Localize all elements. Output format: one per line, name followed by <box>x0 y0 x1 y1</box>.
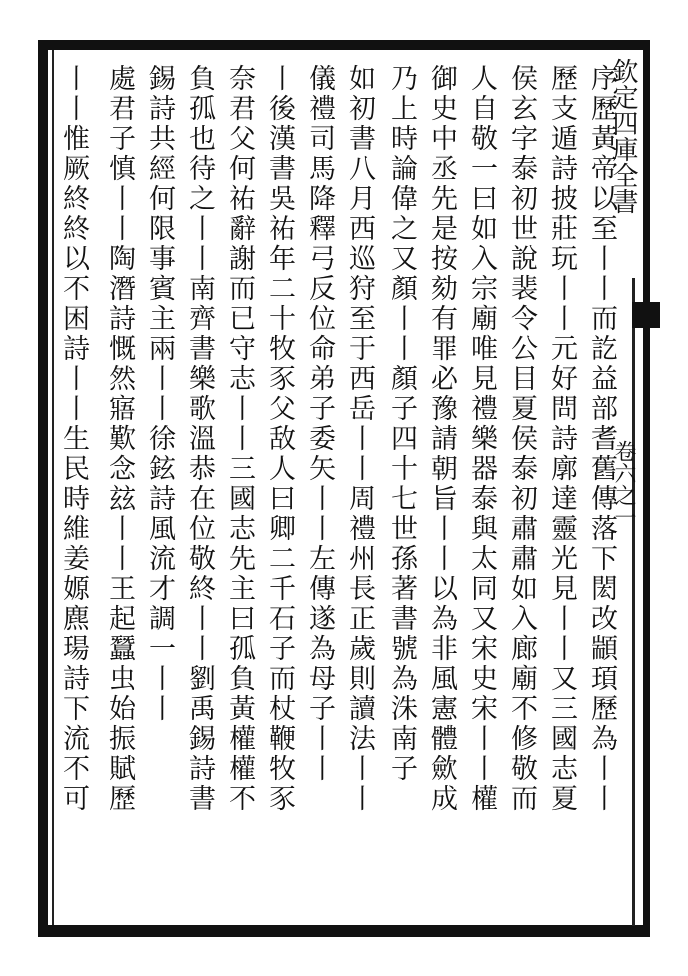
text-column-13: 處君子慎丨丨陶潛詩慨然寤歎念玆丨丨王起蠶虫始振賦歷 <box>104 64 135 814</box>
frame-right-border <box>643 40 650 937</box>
frame-top-border <box>38 40 650 50</box>
text-column-12: 錫詩共經何限事賓主兩丨丨徐鉉詩風流才調一丨丨 <box>144 64 175 724</box>
text-column-8: 儀禮司馬降釋弓反位命弟子委矢丨丨左傳遂為母子丨丨 <box>304 64 335 784</box>
volume-label: 卷六之一 <box>611 440 636 528</box>
frame-bottom-border <box>38 925 650 937</box>
frame-left-border <box>38 40 48 937</box>
frame-inner-border <box>52 50 54 925</box>
text-column-5: 御史中丞先是按劾有罪必豫請朝旨丨丨以為非風憲體歛成 <box>426 64 457 814</box>
text-column-7: 如初書八月西巡狩至于西岳丨丨周禮州長正歲則讀法丨丨 <box>344 64 375 814</box>
text-column-10: 奈君父何祐辭謝而已守志丨丨三國志先主曰孤負黃權權不 <box>224 64 255 814</box>
text-column-3: 侯玄字泰初世說裴令公目夏侯泰初肅肅如入廊廟不修敬而 <box>506 64 537 814</box>
book-title: 欽定四庫全書 <box>608 58 638 214</box>
fold-line <box>632 278 635 926</box>
text-column-1: 序歷黃帝以至丨丨而訖益部耆舊傳落下閎改顓頊歷為丨丨 <box>586 64 617 814</box>
fold-marker-icon <box>632 302 660 328</box>
text-column-14: 丨丨惟厥終終以不困詩丨丨生民時維姜嫄麃瑒詩下流不可 <box>58 64 89 814</box>
text-column-6: 乃上時論偉之又顏丨丨顏子四十七世孫著書號為洙南子 <box>386 64 417 784</box>
text-column-2: 歷支遁詩披莊玩丨丨元好問詩廓達靈光見丨丨又三國志夏 <box>546 64 577 814</box>
text-column-9: 丨後漢書吳祐年二十牧豕父敌人曰卿二千石子而杖鞭牧豕 <box>264 64 295 814</box>
text-column-11: 負孤也待之丨丨南齊書樂歌溫恭在位敬終丨丨劉禹錫詩書 <box>184 64 215 814</box>
text-column-4: 人自敬一曰如入宗廟唯見禮樂器泰與太同又宋史宋丨丨權 <box>466 64 497 814</box>
